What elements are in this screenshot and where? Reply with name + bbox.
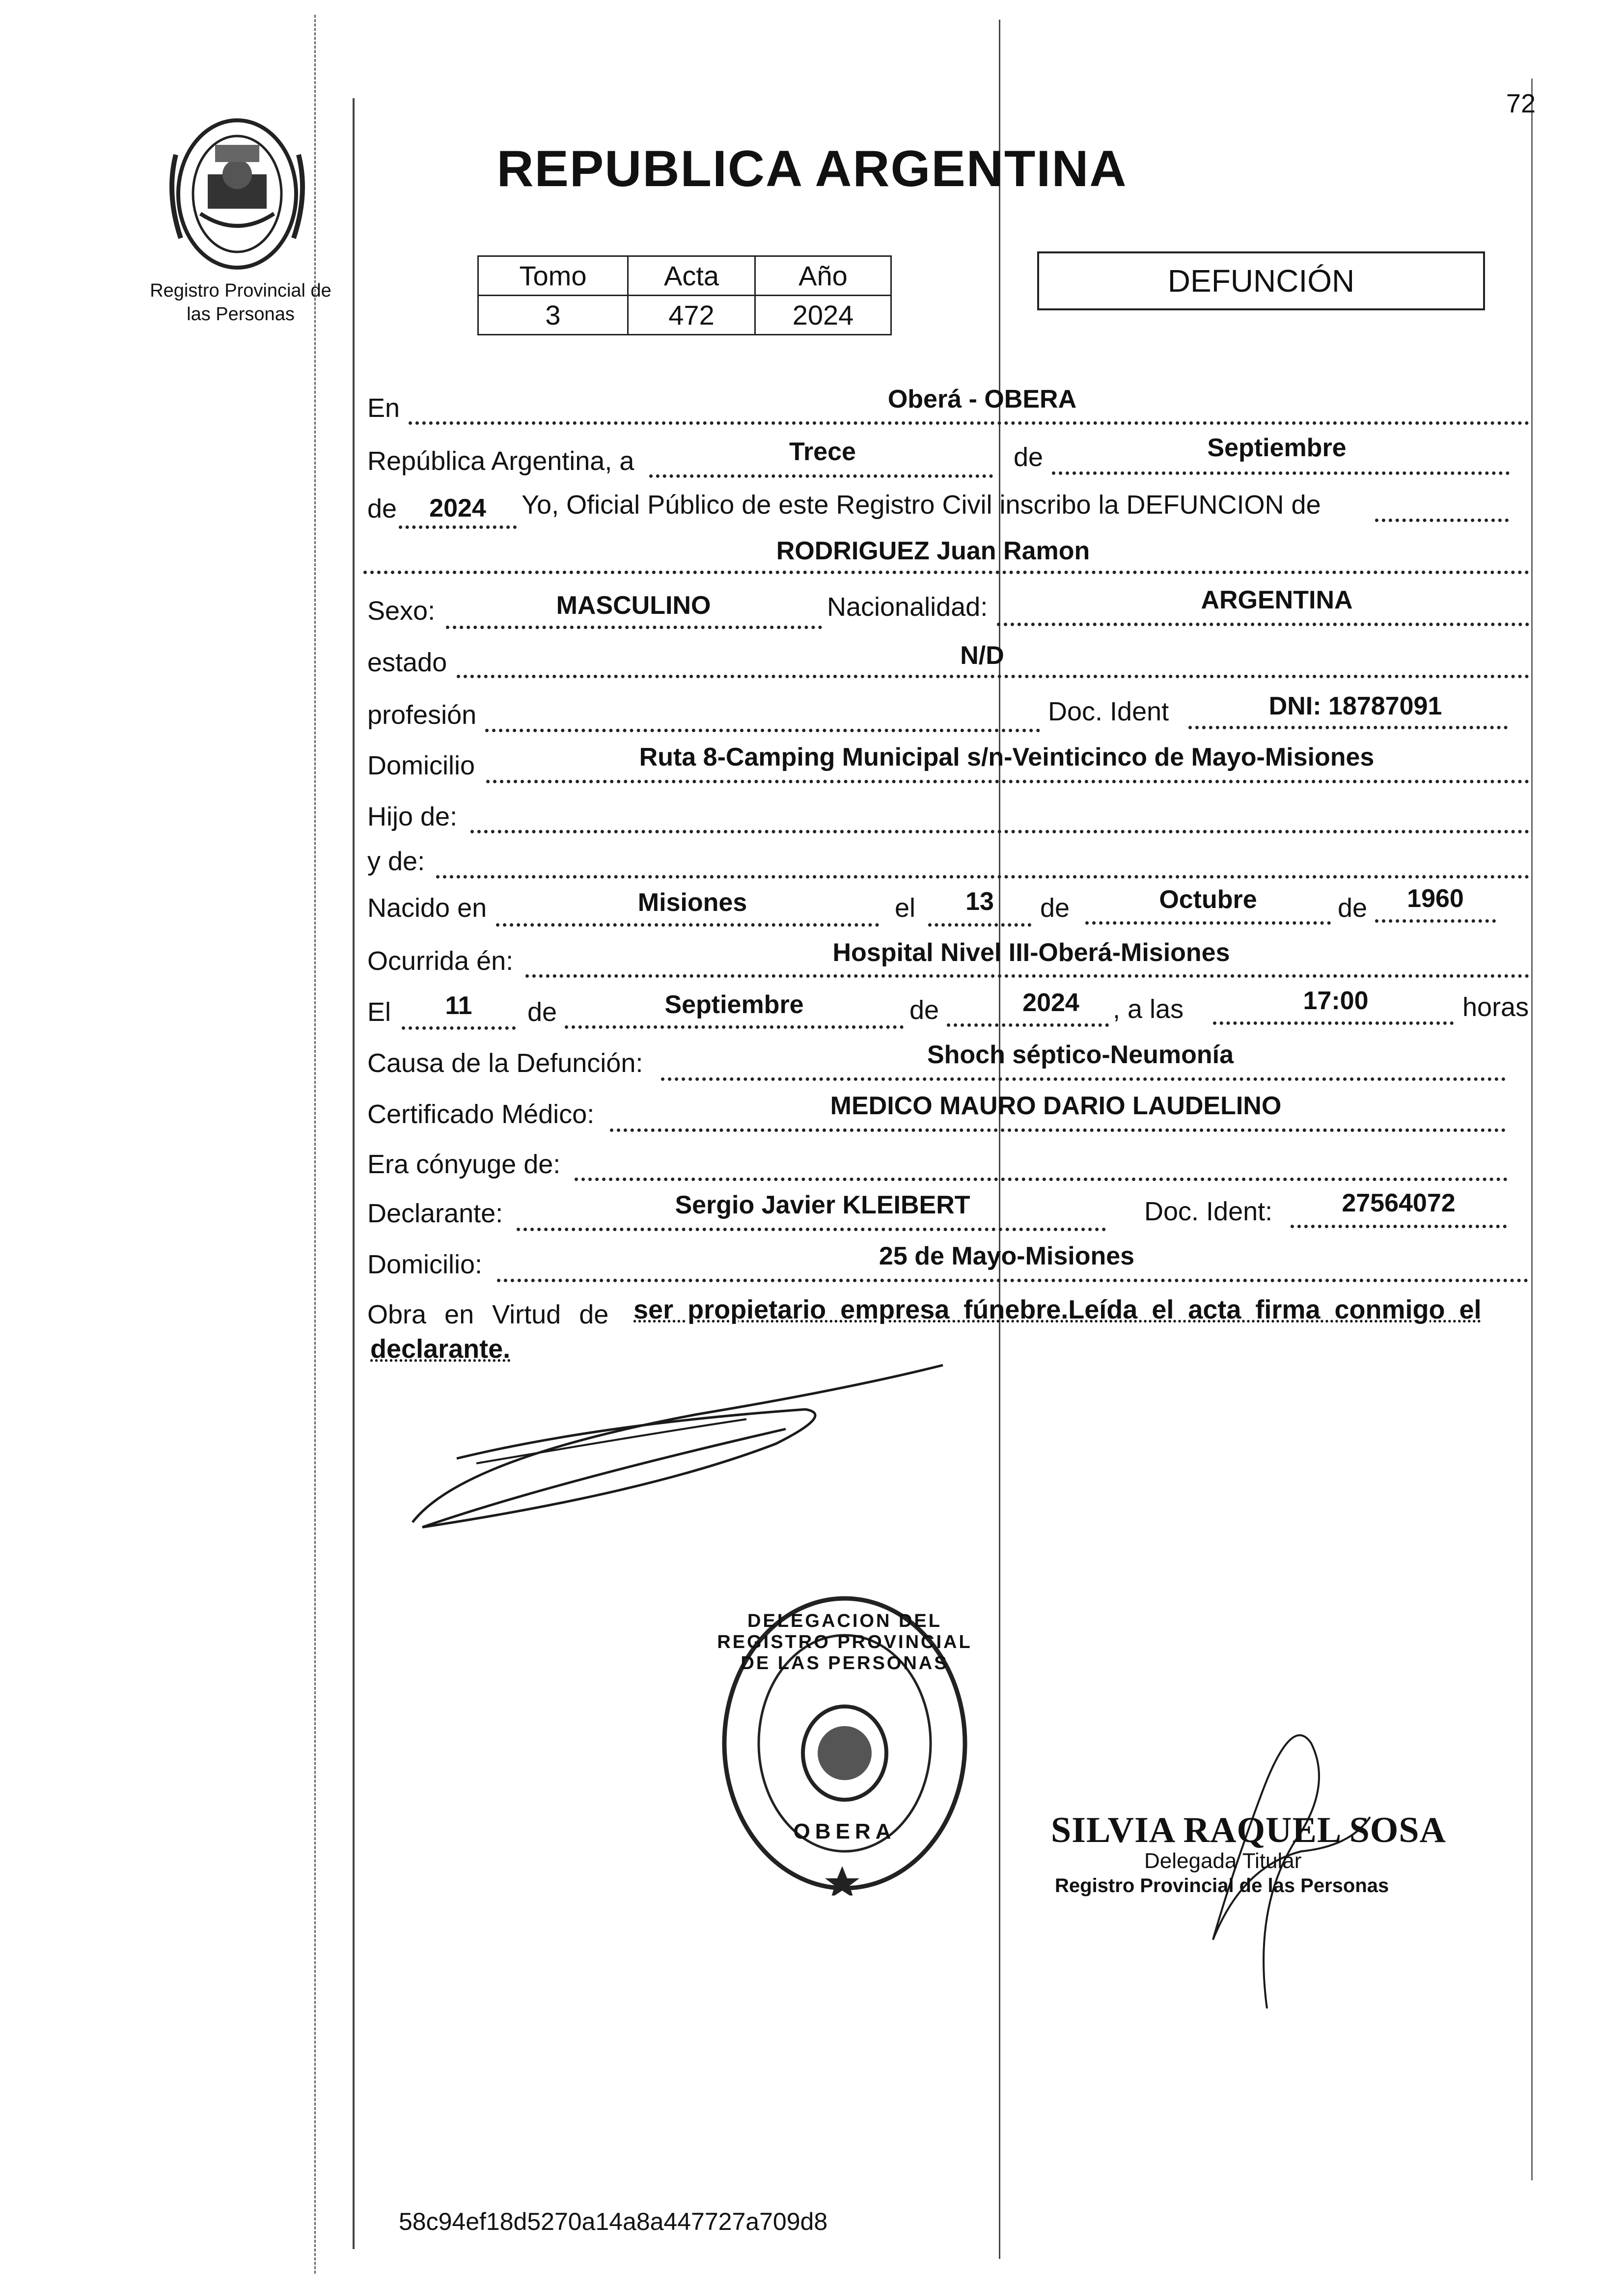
sexo-label: Sexo: bbox=[367, 596, 436, 626]
decl-doc-value: 27564072 bbox=[1342, 1189, 1456, 1217]
year-value: 2024 bbox=[429, 494, 486, 522]
death-day-value: 11 bbox=[445, 991, 472, 1020]
time-dots bbox=[1213, 1021, 1454, 1025]
estado-value: N/D bbox=[960, 641, 1004, 670]
y-de-dots bbox=[436, 875, 1529, 879]
domicilio-label: Domicilio bbox=[367, 751, 475, 780]
death-day-dots bbox=[402, 1026, 516, 1030]
register-table bbox=[477, 255, 892, 335]
place-dots bbox=[409, 421, 1529, 425]
signer-role: Delegada Titular bbox=[1144, 1849, 1302, 1873]
doc-ident-value: DNI: 18787091 bbox=[1268, 692, 1442, 720]
left-margin-dashed-line bbox=[314, 15, 316, 2274]
nacido-en-value: Misiones bbox=[637, 888, 747, 917]
hijo-dots bbox=[470, 830, 1529, 833]
nacido-dots bbox=[496, 923, 879, 927]
ocurrida-dots bbox=[525, 974, 1529, 978]
profesion-label: profesión bbox=[367, 700, 477, 730]
obra-text-line2: declarante. bbox=[370, 1334, 511, 1364]
name-dots bbox=[363, 571, 1529, 574]
year-dots bbox=[399, 525, 517, 529]
register-header-row bbox=[478, 256, 891, 296]
causa-value: Shoch séptico-Neumonía bbox=[927, 1041, 1234, 1069]
death-year-value: 2024 bbox=[1022, 989, 1079, 1017]
estado-label: estado bbox=[367, 648, 447, 677]
decl-domicilio-dots bbox=[497, 1279, 1528, 1282]
registry-label-line1: Registro Provincial de bbox=[150, 280, 331, 301]
profesion-dots bbox=[485, 729, 1040, 732]
deceased-name: RODRIGUEZ Juan Ramon bbox=[776, 537, 1090, 565]
certificado-label: Certificado Médico: bbox=[367, 1099, 595, 1129]
obra-text-line1: ser propietario empresa fúnebre.Leída el acta firma conmigo el bbox=[633, 1295, 1482, 1324]
yo-dots bbox=[1375, 519, 1509, 522]
birth-de1-label: de bbox=[1040, 893, 1070, 923]
nacionalidad-label: Nacionalidad: bbox=[827, 592, 988, 622]
death-year-dots bbox=[947, 1023, 1109, 1027]
nacido-label: Nacido en bbox=[367, 893, 487, 923]
birth-day-dots bbox=[928, 923, 1031, 927]
stamp-city: OBERA bbox=[793, 1819, 896, 1843]
birth-day-value: 13 bbox=[965, 887, 994, 916]
conyuge-dots bbox=[575, 1178, 1508, 1181]
ocurrida-label: Ocurrida én: bbox=[367, 946, 514, 976]
conyuge-label: Era cónyuge de: bbox=[367, 1150, 561, 1179]
declarant-signature bbox=[403, 1336, 992, 1542]
doc-ident-label: Doc. Ident bbox=[1048, 697, 1169, 726]
domicilio-value: Ruta 8-Camping Municipal s/n-Veinticinco de Mayo-Misiones bbox=[639, 743, 1375, 771]
delegation-stamp bbox=[717, 1591, 972, 1896]
form-right-border bbox=[1531, 79, 1533, 2180]
certificado-value: MEDICO MAURO DARIO LAUDELINO bbox=[830, 1092, 1282, 1120]
registry-label bbox=[142, 279, 339, 326]
birth-month-dots bbox=[1085, 921, 1331, 925]
document-title: REPUBLICA ARGENTINA bbox=[496, 140, 1128, 197]
decl-domicilio-label: Domicilio: bbox=[367, 1250, 483, 1279]
sexo-value: MASCULINO bbox=[556, 591, 711, 620]
day-words-value: Trece bbox=[789, 438, 856, 466]
nacionalidad-dots bbox=[997, 623, 1529, 626]
y-de-label: y de: bbox=[367, 847, 425, 876]
sexo-dots bbox=[446, 626, 822, 629]
birth-year-dots bbox=[1375, 919, 1496, 923]
tomo-header: Tomo bbox=[478, 256, 628, 296]
registry-label-line2: las Personas bbox=[187, 304, 295, 325]
page-number: 72 bbox=[1506, 89, 1536, 118]
hijo-label: Hijo de: bbox=[367, 802, 458, 831]
anio-header: Año bbox=[755, 256, 891, 296]
center-fold-line bbox=[999, 20, 1000, 2259]
death-month-dots bbox=[565, 1025, 904, 1029]
death-month-value: Septiembre bbox=[664, 990, 804, 1019]
day-dots bbox=[649, 474, 993, 478]
register-value-row bbox=[478, 296, 891, 335]
decl-doc-dots bbox=[1291, 1225, 1507, 1228]
stamp-ring-text: DELEGACION DEL REGISTRO PROVINCIAL DE LAS PERSONAS bbox=[717, 1611, 972, 1674]
birth-year-value: 1960 bbox=[1407, 884, 1464, 913]
birth-month-value: Octubre bbox=[1159, 885, 1257, 914]
birth-de2-label: de bbox=[1338, 893, 1368, 923]
year-prefix-label: de bbox=[367, 494, 397, 523]
death-time-value: 17:00 bbox=[1303, 987, 1369, 1015]
el-label: el bbox=[895, 893, 916, 923]
republica-label: República Argentina, a bbox=[367, 446, 634, 476]
nacionalidad-value: ARGENTINA bbox=[1201, 586, 1353, 614]
acta-header: Acta bbox=[628, 256, 755, 296]
signer-registry: Registro Provincial de las Personas bbox=[1055, 1875, 1389, 1896]
decl-domicilio-value: 25 de Mayo-Misiones bbox=[879, 1242, 1135, 1270]
anio-value: 2024 bbox=[755, 296, 891, 335]
declarante-value: Sergio Javier KLEIBERT bbox=[675, 1191, 970, 1219]
month-dots bbox=[1052, 471, 1510, 475]
document-hash: 58c94ef18d5270a14a8a447727a709d8 bbox=[399, 2208, 828, 2235]
signer-name: SILVIA RAQUEL SOSA bbox=[1051, 1810, 1446, 1850]
estado-dots bbox=[457, 675, 1529, 678]
yo-text: Yo, Oficial Público de este Registro Civil inscribo la DEFUNCION de bbox=[522, 490, 1321, 520]
certificado-dots bbox=[610, 1128, 1506, 1132]
de-label: de bbox=[1014, 442, 1044, 472]
record-type-box: DEFUNCIÓN bbox=[1037, 251, 1485, 310]
declarante-label: Declarante: bbox=[367, 1199, 503, 1228]
month-value: Septiembre bbox=[1207, 434, 1347, 462]
tomo-value: 3 bbox=[478, 296, 628, 335]
doc-ident-dots bbox=[1188, 726, 1508, 729]
death-de1-label: de bbox=[527, 997, 557, 1027]
en-label: En bbox=[367, 393, 400, 423]
horas-label: horas bbox=[1462, 992, 1529, 1022]
decl-doc-label: Doc. Ident: bbox=[1144, 1197, 1273, 1226]
death-de2-label: de bbox=[909, 995, 939, 1025]
causa-dots bbox=[661, 1077, 1506, 1081]
obra-label: Obra en Virtud de bbox=[367, 1300, 609, 1329]
declarante-dots bbox=[517, 1228, 1106, 1231]
a-las-label: , a las bbox=[1113, 994, 1184, 1024]
form-left-border bbox=[353, 98, 355, 2249]
place-value: Oberá - OBERA bbox=[887, 385, 1077, 413]
ocurrida-value: Hospital Nivel III-Oberá-Misiones bbox=[832, 938, 1230, 967]
el2-label: El bbox=[367, 997, 391, 1027]
domicilio-dots bbox=[486, 780, 1529, 783]
acta-value: 472 bbox=[628, 296, 755, 335]
causa-label: Causa de la Defunción: bbox=[367, 1048, 643, 1078]
